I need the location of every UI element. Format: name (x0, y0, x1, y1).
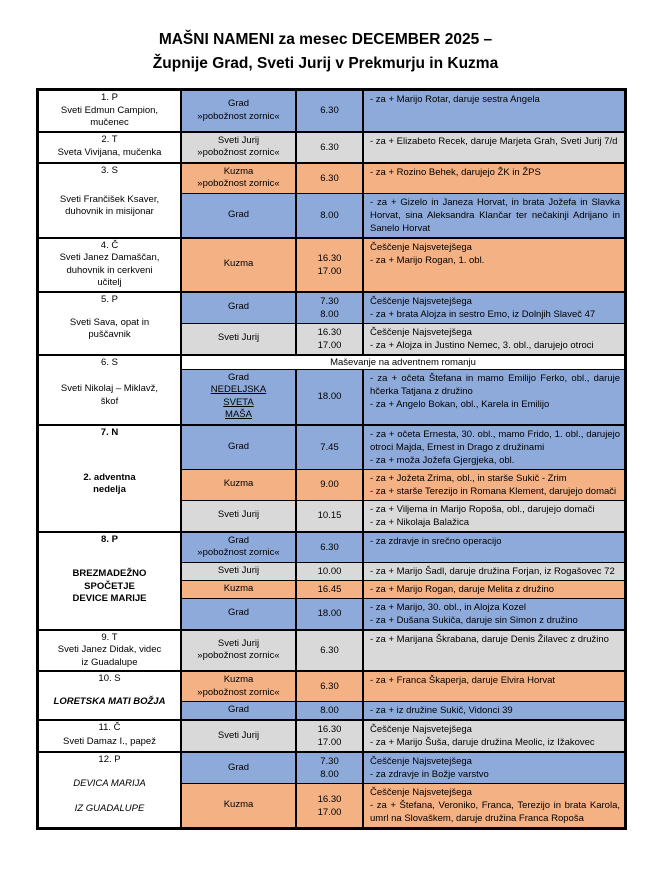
page-title-line2: Župnije Grad, Sveti Jurij v Prekmurju in Kuzma (152, 55, 499, 72)
table-row (39, 291, 624, 354)
feast-name-line: iz Guadalupe (81, 656, 138, 668)
location-cell (182, 91, 297, 131)
feast-name-line: BREZMADEŽNO (72, 568, 147, 579)
time-value: 17.00 (317, 265, 342, 277)
time-value: 17.00 (317, 339, 342, 351)
location-line: Grad (227, 607, 250, 619)
feast-name-line: IZ GUADALUPE (74, 802, 145, 814)
intention-line: Češčenje Najsvetejšega (370, 326, 472, 338)
day-label: 2. T (101, 133, 118, 145)
day-label: 10. S (98, 673, 121, 684)
intention-cell (364, 533, 624, 562)
intention-line: - za zdravje in Božje varstvo (370, 769, 489, 780)
feast-name-line: Sveti Sava, opat in (69, 316, 150, 328)
intention-line: - za + Alojza in Justino Nemec, 3. obl., darujejo otroci (370, 339, 594, 351)
day-label: 9. T (101, 631, 118, 643)
time-value: 6.30 (320, 644, 339, 656)
feast-name (41, 736, 178, 749)
time-value: 6.30 (320, 541, 339, 553)
intention-cell (364, 324, 624, 354)
intention-cell (364, 133, 624, 162)
location-line: »pobožnost zornic« (197, 650, 280, 662)
schedule-table (36, 88, 627, 830)
location-line: Kuzma (223, 165, 254, 177)
feast-name-line: Sveta Vivijana, mučenka (57, 147, 162, 158)
intention-cell (364, 581, 624, 598)
day-cell (39, 753, 182, 827)
location-line: Sveti Jurij (217, 729, 260, 741)
time-cell (297, 470, 364, 500)
intention-line: - za + Marijo Šuša, daruje družina Meolic, iz Ižakovec (370, 737, 595, 748)
table-row (39, 424, 624, 531)
location-cell (182, 581, 297, 598)
location-line: Kuzma (223, 674, 254, 685)
feast-name (41, 472, 178, 497)
location-cell (182, 753, 297, 783)
day-cell (39, 133, 182, 162)
table-row (39, 719, 624, 751)
feast-name-line: SPOČETJE (84, 580, 135, 592)
intention-cell (364, 164, 624, 193)
day-masses (182, 631, 624, 671)
location-cell (182, 631, 297, 671)
feast-name-line: Sveti Janez Damaščan, (59, 252, 160, 263)
feast-name-line: škof (100, 395, 119, 407)
day-cell (39, 721, 182, 751)
day-cell (39, 426, 182, 531)
intention-line: - za + Rozino Behek, darujejo ŽK in ŽPS (370, 166, 541, 178)
intention-line: Češčenje Najsvetejšega (370, 724, 472, 735)
intention-line: - za + iz družine Sukič, Vidonci 39 (370, 705, 513, 716)
feast-name-line: LORETSKA MATI BOŽJA (53, 695, 166, 707)
mass-row (182, 672, 624, 701)
time-value: 6.30 (320, 141, 339, 153)
mass-row (182, 426, 624, 469)
page-title-line1: MAŠNI NAMENI za mesec DECEMBER 2025 – (158, 31, 493, 48)
intention-line: - za + Nikolaja Balažica (370, 516, 470, 528)
time-cell (297, 501, 364, 531)
day-masses (182, 91, 624, 131)
location-line-underlined: MAŠA (225, 409, 252, 420)
intention-line: - za + Franca Škaperja, daruje Elvira Horvat (370, 675, 556, 686)
day-label: 4. Č (100, 239, 119, 251)
time-cell (297, 563, 364, 580)
day-cell (39, 631, 182, 671)
intention-line: - za zdravje in srečno operacijo (370, 535, 502, 547)
day-cell (39, 356, 182, 424)
time-cell (297, 753, 364, 783)
location-cell (182, 324, 297, 354)
time-cell (297, 426, 364, 469)
day-label: 11. Č (98, 722, 121, 733)
intention-line: - za + Marijo Rogan, 1. obl. (370, 254, 485, 266)
intention-line: - za + Marijo Šadl, daruje družina Forjan, iz Rogašovec 72 (370, 565, 615, 577)
time-value: 7.45 (320, 441, 339, 453)
feast-name-line: Sveti Frančišek Ksaver, (59, 193, 160, 205)
location-cell (182, 426, 297, 469)
time-value: 17.00 (317, 806, 342, 818)
intention-cell (364, 784, 624, 827)
table-row (39, 162, 624, 237)
day-cell (39, 164, 182, 237)
location-line: Grad (227, 534, 250, 546)
intention-cell (364, 721, 624, 751)
feast-name-line: Sveti Edmun Campion, (60, 104, 159, 116)
intention-line: - za + Marijo Rotar, daruje sestra Angela (370, 94, 540, 105)
intention-line: - za + Marijana Škrabana, daruje Denis Žilavec z družino (370, 633, 609, 645)
mass-row (182, 753, 624, 783)
intention-line: - za + Marijo Rogan, daruje Melita z družino (370, 583, 555, 595)
feast-name-line: Sveti Damaz I., papež (63, 736, 156, 747)
table-row (39, 629, 624, 671)
location-cell (182, 784, 297, 827)
intention-cell (364, 470, 624, 500)
feast-name (41, 778, 178, 816)
location-line: Grad (227, 761, 250, 773)
day-masses (182, 239, 624, 291)
location-line: Grad (227, 704, 250, 716)
feast-name-line: Sveti Nikolaj – Miklavž, (60, 383, 159, 395)
time-cell (297, 721, 364, 751)
feast-name-line (41, 790, 178, 803)
time-cell (297, 784, 364, 827)
feast-name (41, 194, 178, 219)
feast-name (41, 383, 178, 408)
table-row (39, 751, 624, 827)
time-value: 16.30 (317, 793, 342, 805)
location-line: Grad (227, 440, 250, 452)
day-masses (182, 164, 624, 237)
mass-row (182, 164, 624, 193)
intention-line: Češčenje Najsvetejšega (370, 241, 472, 253)
time-value: 7.30 (320, 295, 339, 307)
intention-cell (364, 753, 624, 783)
feast-name (41, 644, 178, 669)
location-cell (182, 194, 297, 237)
location-cell (182, 533, 297, 562)
day-masses (182, 672, 624, 719)
day-masses (182, 356, 624, 424)
day-label: 12. P (98, 754, 121, 765)
mass-row (182, 562, 624, 580)
time-value: 16.30 (317, 252, 342, 264)
location-cell (182, 370, 297, 424)
mass-row (182, 783, 624, 827)
time-cell (297, 133, 364, 162)
intention-line: - za + očeta Štefana in mamo Emilijo Ferko, obl., daruje hčerka Tatjana z družino (370, 372, 620, 397)
location-cell (182, 599, 297, 629)
mass-row (182, 533, 624, 562)
location-line: Grad (227, 371, 250, 383)
feast-name-line: duhovnik in misijonar (65, 206, 154, 218)
feast-name-line: 2. adventna (83, 471, 136, 483)
feast-name (41, 568, 178, 606)
location-line: »pobožnost zornic« (197, 178, 280, 189)
time-cell (297, 324, 364, 354)
time-value: 8.00 (320, 308, 339, 320)
time-value: 7.30 (320, 756, 339, 767)
day-label: 1. P (101, 92, 118, 103)
feast-name (41, 696, 178, 709)
intention-cell (364, 631, 624, 671)
location-cell (182, 721, 297, 751)
location-cell (182, 133, 297, 162)
feast-name-line: nedelja (93, 484, 126, 496)
day-masses (182, 721, 624, 751)
mass-row (182, 598, 624, 629)
time-cell (297, 91, 364, 131)
banner-note: Maševanje na adventnem romanju (182, 356, 624, 369)
time-value: 8.00 (320, 705, 339, 716)
time-value: 10.00 (317, 565, 342, 577)
time-value: 6.30 (320, 681, 339, 692)
location-line-underlined: NEDELJSKA (210, 384, 267, 395)
mass-row (182, 91, 624, 131)
feast-name (41, 147, 178, 160)
table-row (39, 670, 624, 719)
location-cell (182, 164, 297, 193)
mass-row (182, 133, 624, 162)
day-label: 7. N (100, 426, 119, 438)
location-line: Kuzma (223, 799, 254, 811)
intention-line: Češčenje Najsvetejšega (370, 787, 472, 798)
location-line: Sveti Jurij (217, 134, 260, 146)
day-label: 8. P (101, 533, 118, 545)
location-cell (182, 293, 297, 323)
location-line: Grad (227, 301, 250, 313)
intention-cell (364, 194, 624, 237)
feast-name (41, 317, 178, 342)
location-line: Kuzma (223, 258, 254, 270)
table-row (39, 354, 624, 424)
location-cell (182, 239, 297, 291)
location-cell (182, 501, 297, 531)
table-row (39, 91, 624, 131)
feast-name (41, 252, 178, 290)
intention-line: - za + Viljema in Marijo Ropoša, obl., darujejo domači (370, 503, 595, 515)
intention-line: - za + Jožeta Zrima, obl., in starše Sukič - Zrim (370, 472, 567, 484)
mass-row (182, 500, 624, 531)
intention-line: - za + brata Alojza in sestro Emo, iz Dolnjih Slaveč 47 (370, 308, 596, 320)
intention-cell (364, 672, 624, 701)
intention-line: Češčenje Najsvetejšega (370, 756, 472, 767)
intention-line: - za + starše Terezijo in Romana Klement, darujejo domači (370, 485, 617, 497)
location-line: Kuzma (223, 582, 254, 594)
location-line: Sveti Jurij (217, 564, 260, 576)
time-value: 8.00 (320, 209, 339, 221)
location-line: »pobožnost zornic« (197, 547, 280, 558)
day-label: 5. P (101, 293, 118, 305)
intention-cell (364, 293, 624, 323)
intention-line: - za + Štefana, Veroniko, Franca, Terezijo in brata Karola, umrl na Slovaškem, daruje družina Franca Ropoša (370, 800, 620, 824)
day-masses (182, 533, 624, 629)
mass-row (182, 193, 624, 237)
location-line: Grad (227, 208, 250, 220)
intention-cell (364, 599, 624, 629)
location-line: Sveti Jurij (217, 332, 260, 344)
time-cell (297, 194, 364, 237)
location-cell (182, 702, 297, 719)
intention-cell (364, 239, 624, 291)
mass-row (182, 293, 624, 323)
table-row (39, 531, 624, 629)
feast-name-line: DEVICE MARIJE (72, 593, 147, 604)
time-cell (297, 599, 364, 629)
intention-line: - za + Elizabeto Recek, daruje Marjeta Grah, Sveti Jurij 7/d (370, 135, 618, 147)
intention-cell (364, 426, 624, 469)
intention-line: - za + Angelo Bokan, obl., Karela in Emilijo (370, 398, 550, 410)
day-masses (182, 293, 624, 354)
time-value: 9.00 (320, 479, 339, 490)
location-line: Sveti Jurij (217, 509, 260, 521)
intention-line: - za + Marijo, 30. obl., in Alojza Kozel (370, 601, 527, 613)
mass-row (182, 580, 624, 598)
location-cell (182, 470, 297, 500)
feast-name-line: učitelj (97, 277, 122, 288)
time-value: 10.15 (317, 510, 342, 521)
location-line: Sveti Jurij (217, 637, 260, 649)
time-cell (297, 370, 364, 424)
time-value: 6.30 (320, 105, 339, 117)
location-line: Kuzma (223, 478, 254, 490)
mass-row (182, 721, 624, 751)
time-value: 16.30 (317, 326, 342, 338)
location-line: »pobožnost zornic« (197, 110, 280, 122)
intention-line: - za + Dušana Sukiča, daruje sin Simon z družino (370, 614, 578, 626)
feast-name-line: DEVICA MARIJA (73, 777, 146, 789)
location-line: »pobožnost zornic« (197, 147, 280, 158)
location-line: Grad (227, 98, 250, 110)
feast-name-line: puščavnik (88, 329, 131, 341)
mass-row (182, 239, 624, 291)
time-cell (297, 581, 364, 598)
time-cell (297, 239, 364, 291)
time-cell (297, 672, 364, 701)
table-row (39, 131, 624, 162)
time-value: 16.45 (317, 583, 342, 595)
intention-line: - za + očeta Ernesta, 30. obl., mamo Frido, 1. obl., darujejo otroci Majda, Ernest in Drago z družinami (370, 428, 620, 453)
feast-name-line: Sveti Janez Didak, videc (57, 644, 162, 655)
time-value: 18.00 (317, 608, 342, 619)
time-cell (297, 631, 364, 671)
day-label: 6. S (101, 356, 118, 368)
mass-row (182, 701, 624, 719)
mass-row (182, 631, 624, 671)
time-value: 16.30 (317, 724, 342, 735)
day-masses (182, 753, 624, 827)
location-cell (182, 672, 297, 701)
table-row (39, 237, 624, 291)
day-cell (39, 672, 182, 719)
time-value: 18.00 (317, 391, 342, 402)
location-line-underlined: SVETA (223, 396, 254, 408)
intention-line: - za + Gizelo in Janeza Horvat, in brata Jožefa in Slavka Horvat, sina Aleksandra Klančar ter nečakinji Adrijano in Sanelo Horvat (370, 196, 620, 234)
feast-name-line: duhovnik in cerkveni (66, 264, 153, 276)
mass-row (182, 323, 624, 354)
intention-cell (364, 370, 624, 424)
time-value: 8.00 (320, 769, 339, 780)
day-label: 3. S (101, 164, 118, 176)
location-cell (182, 563, 297, 580)
intention-line: Češčenje Najsvetejšega (370, 295, 472, 307)
intention-cell (364, 563, 624, 580)
day-masses (182, 426, 624, 531)
day-masses (182, 133, 624, 162)
intention-cell (364, 91, 624, 131)
feast-name-line: mučenec (90, 117, 129, 128)
location-line: »pobožnost zornic« (197, 686, 280, 698)
feast-name (41, 105, 178, 130)
time-cell (297, 293, 364, 323)
intention-cell (364, 702, 624, 719)
day-cell (39, 91, 182, 131)
day-cell (39, 293, 182, 354)
intention-cell (364, 501, 624, 531)
mass-row (182, 469, 624, 500)
time-cell (297, 533, 364, 562)
time-value: 17.00 (317, 737, 342, 748)
page-title (0, 28, 651, 76)
day-cell (39, 533, 182, 629)
day-cell (39, 239, 182, 291)
intention-line: - za + moža Jožefa Gjergjeka, obl. (370, 454, 515, 466)
time-cell (297, 164, 364, 193)
time-value: 6.30 (320, 172, 339, 184)
mass-row (182, 369, 624, 424)
time-cell (297, 702, 364, 719)
